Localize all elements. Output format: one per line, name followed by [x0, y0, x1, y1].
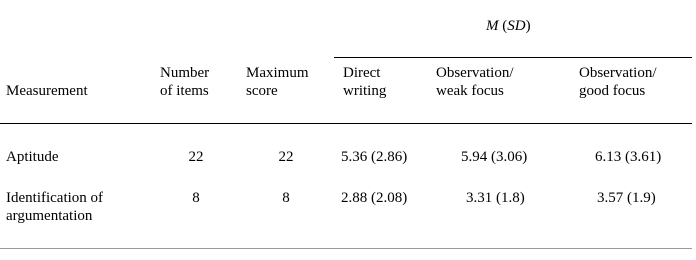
header-measurement: Measurement [6, 83, 88, 99]
row-identification-label-line1: Identification of [6, 190, 104, 206]
row-identification-obs-weak: 3.31 (1.8) [466, 190, 525, 206]
header-rule [0, 123, 692, 124]
header-maxscore-line1: Maximum [246, 65, 309, 81]
row-aptitude-items: 22 [188, 149, 204, 165]
row-identification-direct-writing: 2.88 (2.08) [341, 190, 408, 206]
row-aptitude-max-score: 22 [278, 149, 294, 165]
spanner-stat: M [486, 18, 499, 34]
row-identification-max-score: 8 [282, 190, 290, 206]
row-identification-label-line2: argumentation [6, 208, 93, 224]
header-direct-line2: writing [343, 83, 387, 99]
row-aptitude-label: Aptitude [6, 149, 59, 165]
header-obs-good-line1: Observation/ [579, 65, 657, 81]
table-bottom-rule [0, 248, 692, 249]
header-direct-writing [343, 64, 386, 100]
header-items-line2: of items [160, 83, 209, 99]
header-number-of-items [160, 64, 209, 100]
header-obs-good-line2: good focus [579, 83, 646, 99]
row-identification-items: 8 [192, 190, 200, 206]
header-obs-weak-line1: Observation/ [436, 65, 514, 81]
header-maxscore-line2: score [246, 83, 278, 99]
spanner-rule [334, 57, 692, 58]
header-obs-weak-line2: weak focus [436, 83, 504, 99]
row-aptitude-obs-weak: 5.94 (3.06) [461, 149, 528, 165]
spanner-paren-close: ) [525, 18, 531, 34]
row-aptitude-direct-writing: 5.36 (2.86) [341, 149, 408, 165]
spanner-sd: SD [507, 18, 526, 34]
header-maximum-score [246, 64, 309, 100]
header-direct-line1: Direct [343, 65, 381, 81]
row-identification-obs-good: 3.57 (1.9) [597, 190, 656, 206]
header-items-line1: Number [160, 65, 210, 81]
spanner-paren-open: ( [502, 18, 508, 34]
header-observation-weak-focus [436, 64, 513, 100]
row-aptitude-obs-good: 6.13 (3.61) [595, 149, 662, 165]
header-observation-good-focus [579, 64, 656, 100]
spanner-heading [486, 17, 531, 35]
row-identification-label [6, 189, 103, 225]
